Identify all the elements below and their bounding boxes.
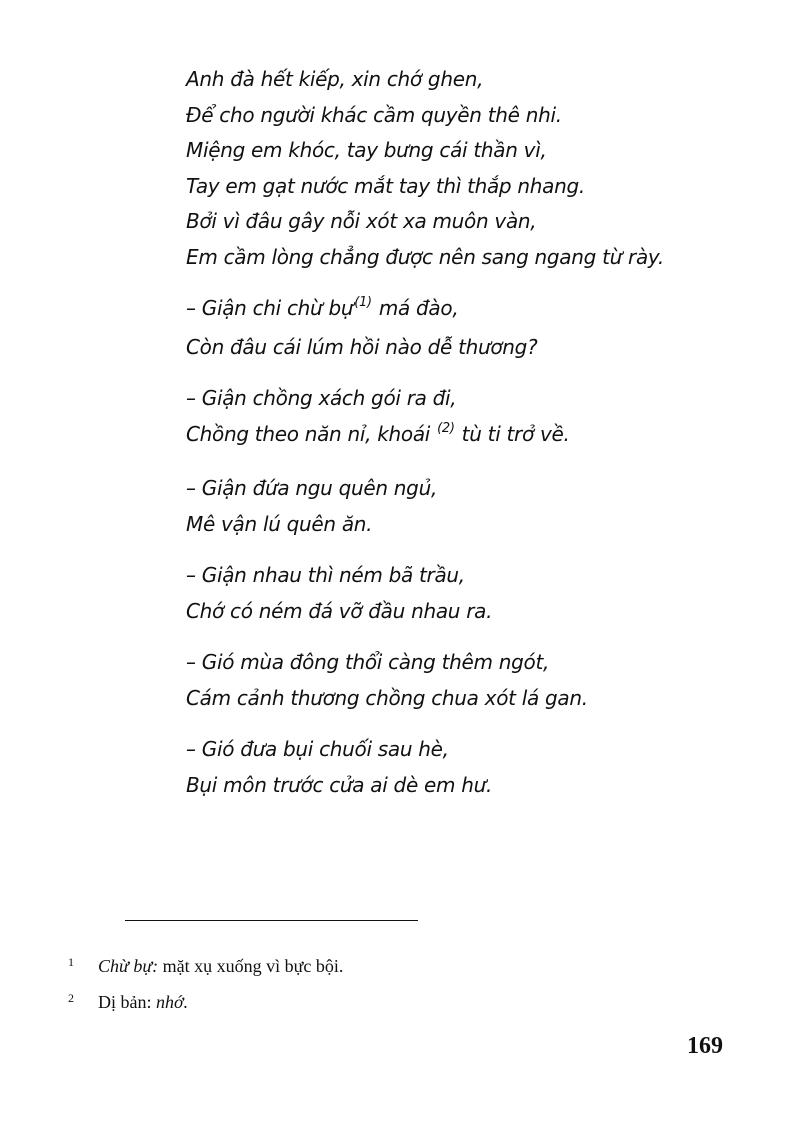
page-number: 169 (687, 1033, 723, 1059)
line-text: – Giận chi chừ bự (186, 296, 354, 320)
poem-line: Để cho người khác cầm quyền thê nhi. (186, 102, 562, 127)
footnote-ref-2[interactable]: (2) (437, 420, 455, 436)
stanza-7 (186, 732, 746, 803)
poem-line: – Giận đứa ngu quên ngủ, (186, 476, 438, 500)
stanza-2 (186, 291, 746, 365)
footnote-ref-1[interactable]: (1) (354, 295, 372, 310)
poem-line: Mê vận lú quên ăn. (186, 511, 373, 536)
line-text: má đào, (372, 296, 459, 320)
stanza-4 (186, 471, 746, 542)
poem-line (186, 417, 746, 456)
stanza-1 (186, 62, 746, 275)
poem-line: Cám cảnh thương chồng chua xót lá gan. (186, 685, 588, 710)
poem-line: Bởi vì đâu gây nỗi xót xa muôn vàn, (186, 209, 537, 233)
poem (186, 62, 746, 819)
footnote-number: 2 (68, 991, 74, 1005)
footnote-divider (125, 920, 418, 921)
poem-line: – Giận nhau thì ném bã trầu, (186, 563, 465, 587)
stanza-6 (186, 645, 746, 716)
poem-line: – Gió đưa bụi chuối sau hè, (186, 737, 449, 761)
line-text: tù ti trở về. (455, 421, 570, 446)
poem-line: Chớ có ném đá vỡ đầu nhau ra. (186, 598, 493, 623)
footnote-text: mặt xụ xuống vì bực bội. (158, 956, 344, 976)
footnotes (68, 948, 718, 1020)
poem-line: Còn đâu cái lúm hồi nào dễ thương? (186, 334, 538, 359)
footnote-term: Chừ bự: (98, 956, 159, 976)
line-text: Chồng theo năn nỉ, khoái (186, 421, 431, 446)
poem-line: Bụi môn trước cửa ai dè em hư. (186, 772, 493, 797)
stanza-3 (186, 381, 746, 455)
footnote-term: nhớ. (156, 992, 189, 1012)
poem-line: Tay em gạt nước mắt tay thì thắp nhang. (186, 173, 585, 198)
poem-line: – Gió mùa đông thổi càng thêm ngót, (186, 650, 550, 674)
footnote-number: 1 (68, 955, 74, 969)
footnote-2 (68, 984, 718, 1020)
footnote-text: Dị bản: (98, 992, 156, 1012)
poem-line: Anh đà hết kiếp, xin chớ ghen, (186, 67, 484, 91)
poem-line: Em cầm lòng chẳng được nên sang ngang từ rày. (186, 244, 664, 269)
poem-line: Miệng em khóc, tay bưng cái thần vì, (186, 138, 547, 162)
stanza-5 (186, 558, 746, 629)
poem-line: – Giận chồng xách gói ra đi, (186, 386, 457, 410)
poem-line (186, 291, 746, 330)
footnote-1 (68, 948, 718, 984)
